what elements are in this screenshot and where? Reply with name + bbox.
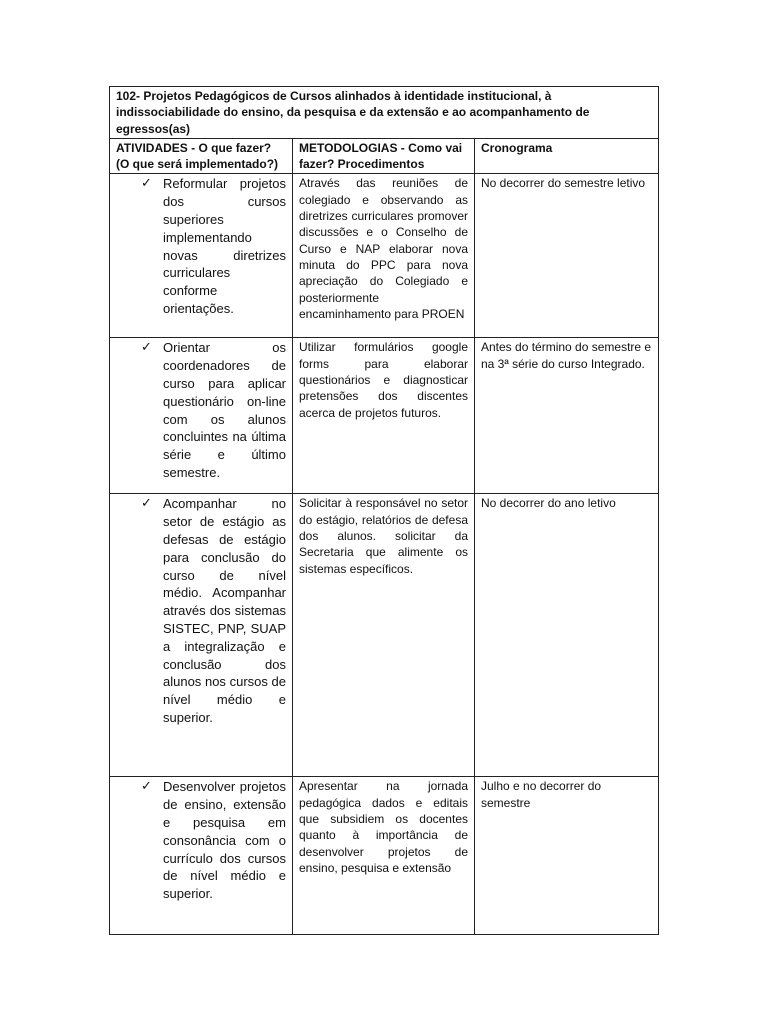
activity-cell	[110, 777, 293, 935]
activity-text: Desenvolver projetos de ensino, extensão e pesquisa em consonância com o currículo dos cursos de nível médio e superior.	[163, 779, 286, 902]
checkmark-icon: ✓	[141, 779, 152, 795]
header-activities: ATIVIDADES - O que fazer? (O que será implementado?)	[110, 138, 293, 174]
table-row	[110, 338, 659, 494]
schedule-cell: Antes do término do semestre e na 3ª série do curso Integrado.	[475, 338, 659, 494]
schedule-cell: No decorrer do semestre letivo	[475, 174, 659, 338]
header-schedule: Cronograma	[475, 138, 659, 174]
schedule-cell: No decorrer do ano letivo	[475, 494, 659, 777]
table-row	[110, 494, 659, 777]
checkmark-icon: ✓	[141, 176, 152, 192]
planning-table	[109, 86, 659, 935]
table-row	[110, 174, 659, 338]
schedule-cell: Julho e no decorrer do semestre	[475, 777, 659, 935]
activity-text: Acompanhar no setor de estágio as defesas de estágio para conclusão do curso de nível médio. Acompanhar através dos sistemas SISTEC, PNP, SUAP a integralização e conclusão dos alunos nos cursos de nível médio e superior.	[163, 496, 286, 726]
activity-cell	[110, 174, 293, 338]
header-methodologies: METODOLOGIAS - Como vai fazer? Procedimentos	[293, 138, 475, 174]
activity-text: Reformular projetos dos cursos superiores implementando novas diretrizes curriculares conforme orientações.	[163, 176, 286, 317]
methodology-cell: Através das reuniões de colegiado e observando as diretrizes curriculares promover discussões e o Conselho de Curso e NAP elaborar nova minuta do PPC para nova apreciação do Colegiado e posteriormente encaminhamento para PROEN	[293, 174, 475, 338]
checkmark-icon: ✓	[141, 496, 152, 512]
activity-text: Orientar os coordenadores de curso para aplicar questionário on-line com os alunos concluintes na última série e último semestre.	[163, 340, 286, 481]
activity-cell	[110, 494, 293, 777]
table-title: 102- Projetos Pedagógicos de Cursos alinhados à identidade institucional, à indissociabilidade do ensino, da pesquisa e da extensão e ao acompanhamento de egressos(as)	[110, 87, 659, 139]
activity-cell	[110, 338, 293, 494]
table-row	[110, 777, 659, 935]
methodology-cell: Utilizar formulários google forms para elaborar questionários e diagnosticar pretensões dos discentes acerca de projetos futuros.	[293, 338, 475, 494]
methodology-cell: Apresentar na jornada pedagógica dados e editais que subsidiem os docentes quanto à importância de desenvolver projetos de ensino, pesquisa e extensão	[293, 777, 475, 935]
methodology-cell: Solicitar à responsável no setor do estágio, relatórios de defesa dos alunos. solicitar da Secretaria que alimente os sistemas específicos.	[293, 494, 475, 777]
checkmark-icon: ✓	[141, 340, 152, 356]
